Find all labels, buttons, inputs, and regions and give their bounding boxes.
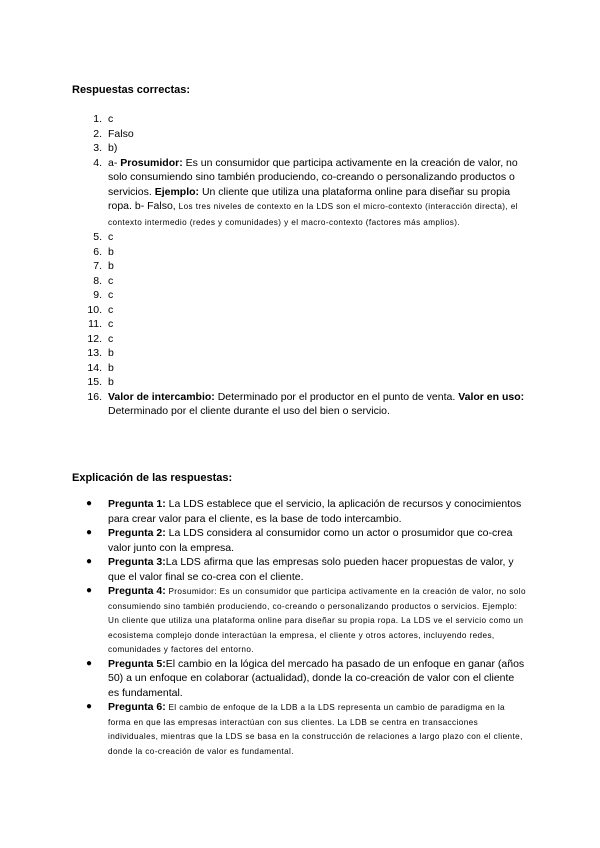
- answer-text: c: [108, 332, 114, 345]
- list-item: [72, 657, 528, 701]
- answer-text: b: [108, 376, 114, 388]
- answer-text: c: [108, 289, 114, 301]
- list-item: [72, 127, 528, 142]
- answer-text: Falso: [108, 127, 134, 140]
- question-label: Pregunta 3:: [108, 556, 166, 568]
- list-item: [72, 259, 528, 274]
- item-number: 15.: [87, 376, 102, 388]
- bullet-icon: ●: [86, 556, 93, 567]
- answer-text: b): [108, 142, 118, 154]
- list-item: [72, 141, 528, 156]
- bullet-icon: ●: [86, 657, 93, 669]
- explanation-text: La LDS considera al consumidor como un actor o prosumidor que co-crea valor junto con la empresa.: [108, 527, 513, 554]
- question-label: Pregunta 6:: [108, 701, 166, 713]
- answer-text: c: [108, 318, 114, 330]
- explanation-text: El cambio de enfoque de la LDB a la LDS representa un cambio de paradigma en la forma en que las empresas interactúan con sus clientes. La LDB se centra en transacciones individuales, mientras que la LDS se basa en la construcción de relaciones a largo plazo con el cliente, donde la co-creación de valor es fundamental.: [108, 703, 523, 756]
- answer-bold-term: Valor de intercambio:: [108, 390, 215, 403]
- explanations-heading: Explicación de las respuestas:: [72, 472, 233, 484]
- answer-text: c: [108, 231, 114, 243]
- question-label: Pregunta 2:: [108, 527, 166, 539]
- bullet-icon: ●: [86, 701, 93, 712]
- question-label: Pregunta 5:: [108, 657, 166, 670]
- item-number: 10.: [87, 303, 102, 316]
- item-number: 13.: [87, 347, 102, 359]
- bullet-icon: ●: [86, 527, 93, 538]
- answer-text: Es un consumidor que participa activamente en la creación de valor, no solo consumiendo sino también produciendo, co-creando o personalizando productos o servicios.: [108, 156, 518, 198]
- answer-text: Determinado por el productor en el punto de venta.: [214, 390, 459, 403]
- list-item: [72, 288, 528, 303]
- answer-text: b: [108, 347, 114, 359]
- answer-bold-term: Ejemplo:: [154, 185, 200, 198]
- item-number: 14.: [87, 361, 102, 374]
- answer-text: c: [108, 113, 114, 125]
- list-item: [72, 332, 528, 347]
- item-number: 6.: [93, 245, 102, 258]
- answer-text: b: [108, 245, 114, 258]
- item-number: 7.: [93, 260, 102, 272]
- correct-answers-heading: Respuestas correctas:: [72, 84, 191, 96]
- answer-small-text: Los tres niveles de contexto en la LDS son el micro-contexto (interacción directa), el contexto intermedio (redes y comunidades) y el macro-contexto (factores más amplios).: [108, 202, 518, 227]
- answer-text: c: [108, 274, 114, 287]
- list-item: [72, 700, 528, 758]
- list-item: [72, 555, 528, 584]
- answer-prefix: a-: [108, 156, 121, 169]
- list-item: [72, 584, 528, 657]
- question-label: Pregunta 4:: [108, 585, 166, 597]
- item-number: 1.: [93, 113, 102, 125]
- answer-text: c: [108, 303, 114, 316]
- list-item: [72, 230, 528, 245]
- list-item: [72, 317, 528, 332]
- item-number: 8.: [93, 274, 102, 287]
- question-label: Pregunta 1:: [108, 498, 166, 510]
- explanations-list: [72, 497, 528, 758]
- list-item: [72, 346, 528, 361]
- explanation-text: La LDS afirma que las empresas solo pueden hacer propuestas de valor, y que el valor final se co-crea con el cliente.: [108, 556, 514, 583]
- answer-text: b: [108, 361, 114, 374]
- answer-bold-term: Valor en uso:: [458, 390, 525, 403]
- list-item: [72, 303, 528, 318]
- list-item: [72, 112, 528, 127]
- answer-bold-term: Prosumidor:: [120, 156, 183, 169]
- bullet-icon: ●: [86, 498, 93, 509]
- list-item: [72, 361, 528, 376]
- answer-text: Un cliente que utiliza una plataforma online para diseñar su propia ropa. b- Falso,: [108, 185, 511, 212]
- answer-text: b: [108, 260, 114, 272]
- explanation-text: Prosumidor: Es un consumidor que participa activamente en la creación de valor, no solo consumiendo sino también produciendo, co-creando o personalizando productos o servicios. Ejemplo: Un cliente que utiliza una plataforma online para diseñar su propia ropa. La LDS ve el servicio como un ecosistema complejo donde interactúan la empresa, el cliente y otros actores, incluyendo redes, comunidades y factores del entorno.: [108, 587, 526, 654]
- list-item: [72, 497, 528, 526]
- item-number: 9.: [93, 289, 102, 301]
- item-number: 5.: [93, 231, 102, 243]
- explanation-text: El cambio en la lógica del mercado ha pasado de un enfoque en ganar (años 50) a un enfoque en colaborar (actualidad), donde la co-creación de valor con el cliente es fundamental.: [108, 657, 525, 699]
- bullet-icon: ●: [86, 585, 93, 596]
- correct-answers-list: [72, 112, 528, 419]
- item-number: 4.: [93, 156, 102, 169]
- list-item: [72, 274, 528, 289]
- item-number: 11.: [88, 318, 102, 330]
- list-item: [72, 390, 528, 419]
- explanation-text: La LDS establece que el servicio, la aplicación de recursos y conocimientos para crear valor para el cliente, es la base de todo intercambio.: [108, 498, 522, 525]
- list-item: [72, 156, 528, 231]
- list-item: [72, 375, 528, 390]
- item-number: 16.: [87, 390, 102, 403]
- item-number: 12.: [87, 332, 102, 345]
- answer-text: Determinado por el cliente durante el uso del bien o servicio.: [108, 405, 390, 417]
- list-item: [72, 245, 528, 260]
- list-item: [72, 526, 528, 555]
- item-number: 3.: [93, 142, 102, 154]
- item-number: 2.: [93, 127, 102, 140]
